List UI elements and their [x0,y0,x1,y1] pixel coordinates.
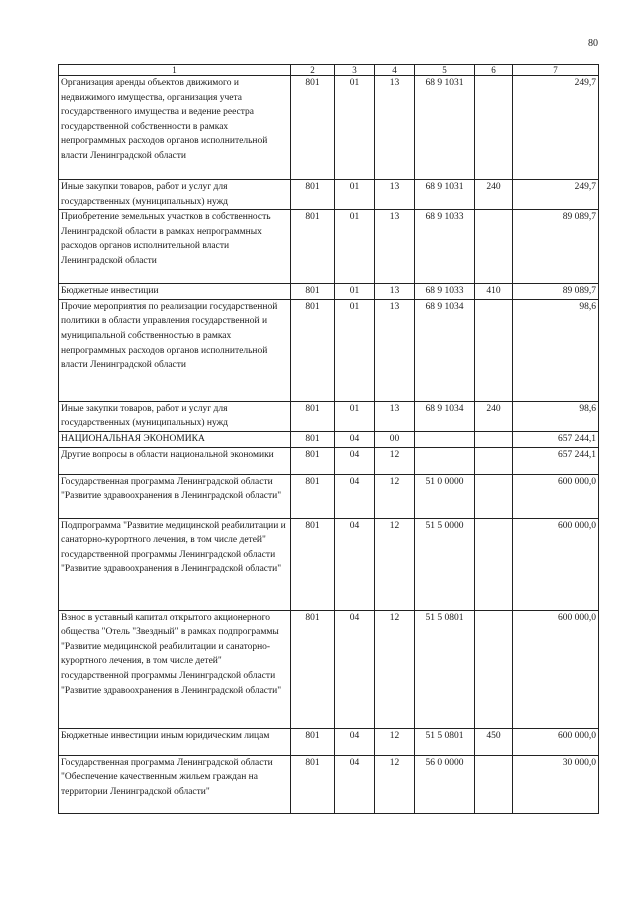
expense-type-cell: 240 [475,401,513,431]
expense-name-cell: Государственная программа Ленинградской области "Развитие здравоохранения в Ленинградской области" [59,474,291,518]
subsection-code-cell: 13 [375,284,415,300]
table-row [59,401,599,431]
expense-type-cell [475,431,513,447]
table-body [59,76,599,814]
table-row [59,447,599,474]
expense-type-cell [475,76,513,180]
section-code-cell: 04 [335,474,375,518]
expense-type-cell [475,755,513,813]
expense-type-cell [475,610,513,728]
grbs-code-cell: 801 [291,180,335,210]
budget-table [58,64,599,814]
section-code-cell: 01 [335,284,375,300]
grbs-code-cell: 801 [291,210,335,284]
expense-name-cell: Прочие мероприятия по реализации государственной политики в области управления государственной и муниципальной собственностью в рамках непрограммных расходов органов исполнительной власти Ленинградской области [59,299,291,401]
amount-cell: 98,6 [513,401,599,431]
expense-type-cell [475,518,513,610]
amount-cell: 657 244,1 [513,447,599,474]
grbs-code-cell: 801 [291,431,335,447]
expense-type-cell [475,447,513,474]
grbs-code-cell: 801 [291,299,335,401]
column-number: 4 [375,65,415,76]
target-article-cell: 68 9 1033 [415,210,475,284]
page-number: 80 [588,38,598,49]
amount-cell: 600 000,0 [513,474,599,518]
grbs-code-cell: 801 [291,447,335,474]
section-code-cell: 04 [335,447,375,474]
target-article-cell: 51 5 0801 [415,610,475,728]
amount-cell: 89 089,7 [513,210,599,284]
column-number-row [59,65,599,76]
section-code-cell: 04 [335,431,375,447]
amount-cell: 600 000,0 [513,518,599,610]
expense-name-cell: Иные закупки товаров, работ и услуг для государственных (муниципальных) нужд [59,180,291,210]
grbs-code-cell: 801 [291,610,335,728]
grbs-code-cell: 801 [291,284,335,300]
table-row [59,474,599,518]
section-code-cell: 01 [335,180,375,210]
expense-type-cell: 240 [475,180,513,210]
table-row [59,431,599,447]
table-row [59,518,599,610]
expense-name-cell: Бюджетные инвестиции [59,284,291,300]
amount-cell: 249,7 [513,180,599,210]
target-article-cell: 68 9 1031 [415,76,475,180]
section-code-cell: 01 [335,401,375,431]
section-code-cell: 04 [335,518,375,610]
grbs-code-cell: 801 [291,474,335,518]
subsection-code-cell: 00 [375,431,415,447]
table-row [59,76,599,180]
amount-cell: 600 000,0 [513,610,599,728]
section-code-cell: 01 [335,299,375,401]
target-article-cell: 68 9 1033 [415,284,475,300]
expense-name-cell: НАЦИОНАЛЬНАЯ ЭКОНОМИКА [59,431,291,447]
section-code-cell: 01 [335,210,375,284]
table-row [59,728,599,755]
target-article-cell [415,447,475,474]
expense-name-cell: Организация аренды объектов движимого и недвижимого имущества, организация учета государственного имущества и ведение реестра государственной собственности в рамках непрограммных расходов органов исполнительной власти Ленинградской области [59,76,291,180]
target-article-cell: 51 0 0000 [415,474,475,518]
subsection-code-cell: 13 [375,401,415,431]
section-code-cell: 01 [335,76,375,180]
amount-cell: 657 244,1 [513,431,599,447]
subsection-code-cell: 12 [375,728,415,755]
expense-name-cell: Бюджетные инвестиции иным юридическим лицам [59,728,291,755]
section-code-cell: 04 [335,610,375,728]
table-row [59,755,599,813]
amount-cell: 89 089,7 [513,284,599,300]
grbs-code-cell: 801 [291,755,335,813]
table-row [59,180,599,210]
target-article-cell: 68 9 1031 [415,180,475,210]
table-row [59,610,599,728]
target-article-cell [415,431,475,447]
column-number: 3 [335,65,375,76]
table-row [59,299,599,401]
expense-name-cell: Государственная программа Ленинградской области "Обеспечение качественным жильем граждан на территории Ленинградской области" [59,755,291,813]
amount-cell: 249,7 [513,76,599,180]
subsection-code-cell: 13 [375,180,415,210]
expense-type-cell [475,299,513,401]
column-number: 1 [59,65,291,76]
subsection-code-cell: 12 [375,610,415,728]
table-row [59,210,599,284]
expense-type-cell: 410 [475,284,513,300]
subsection-code-cell: 12 [375,474,415,518]
column-number: 5 [415,65,475,76]
column-number: 2 [291,65,335,76]
subsection-code-cell: 13 [375,210,415,284]
amount-cell: 30 000,0 [513,755,599,813]
amount-cell: 98,6 [513,299,599,401]
expense-type-cell: 450 [475,728,513,755]
expense-type-cell [475,210,513,284]
subsection-code-cell: 13 [375,299,415,401]
amount-cell: 600 000,0 [513,728,599,755]
column-number: 6 [475,65,513,76]
grbs-code-cell: 801 [291,728,335,755]
target-article-cell: 68 9 1034 [415,401,475,431]
section-code-cell: 04 [335,755,375,813]
table-row [59,284,599,300]
expense-name-cell: Иные закупки товаров, работ и услуг для государственных (муниципальных) нужд [59,401,291,431]
target-article-cell: 56 0 0000 [415,755,475,813]
expense-name-cell: Подпрограмма "Развитие медицинской реабилитации и санаторно-курортного лечения, в том числе детей" государственной программы Ленинградской области "Развитие здравоохранения в Ленинградской области" [59,518,291,610]
grbs-code-cell: 801 [291,401,335,431]
target-article-cell: 51 5 0000 [415,518,475,610]
column-number: 7 [513,65,599,76]
subsection-code-cell: 13 [375,76,415,180]
expense-name-cell: Приобретение земельных участков в собственность Ленинградской области в рамках непрограммных расходов органов исполнительной власти Ленинградской области [59,210,291,284]
target-article-cell: 51 5 0801 [415,728,475,755]
subsection-code-cell: 12 [375,755,415,813]
expense-type-cell [475,474,513,518]
section-code-cell: 04 [335,728,375,755]
grbs-code-cell: 801 [291,76,335,180]
subsection-code-cell: 12 [375,518,415,610]
target-article-cell: 68 9 1034 [415,299,475,401]
expense-name-cell: Взнос в уставный капитал открытого акционерного общества "Отель "Звездный" в рамках подпрограммы "Развитие медицинской реабилитации и санаторно-курортного лечения, в том числе детей" государственной программы Ленинградской области "Развитие здравоохранения в Ленинградской области" [59,610,291,728]
grbs-code-cell: 801 [291,518,335,610]
subsection-code-cell: 12 [375,447,415,474]
expense-name-cell: Другие вопросы в области национальной экономики [59,447,291,474]
